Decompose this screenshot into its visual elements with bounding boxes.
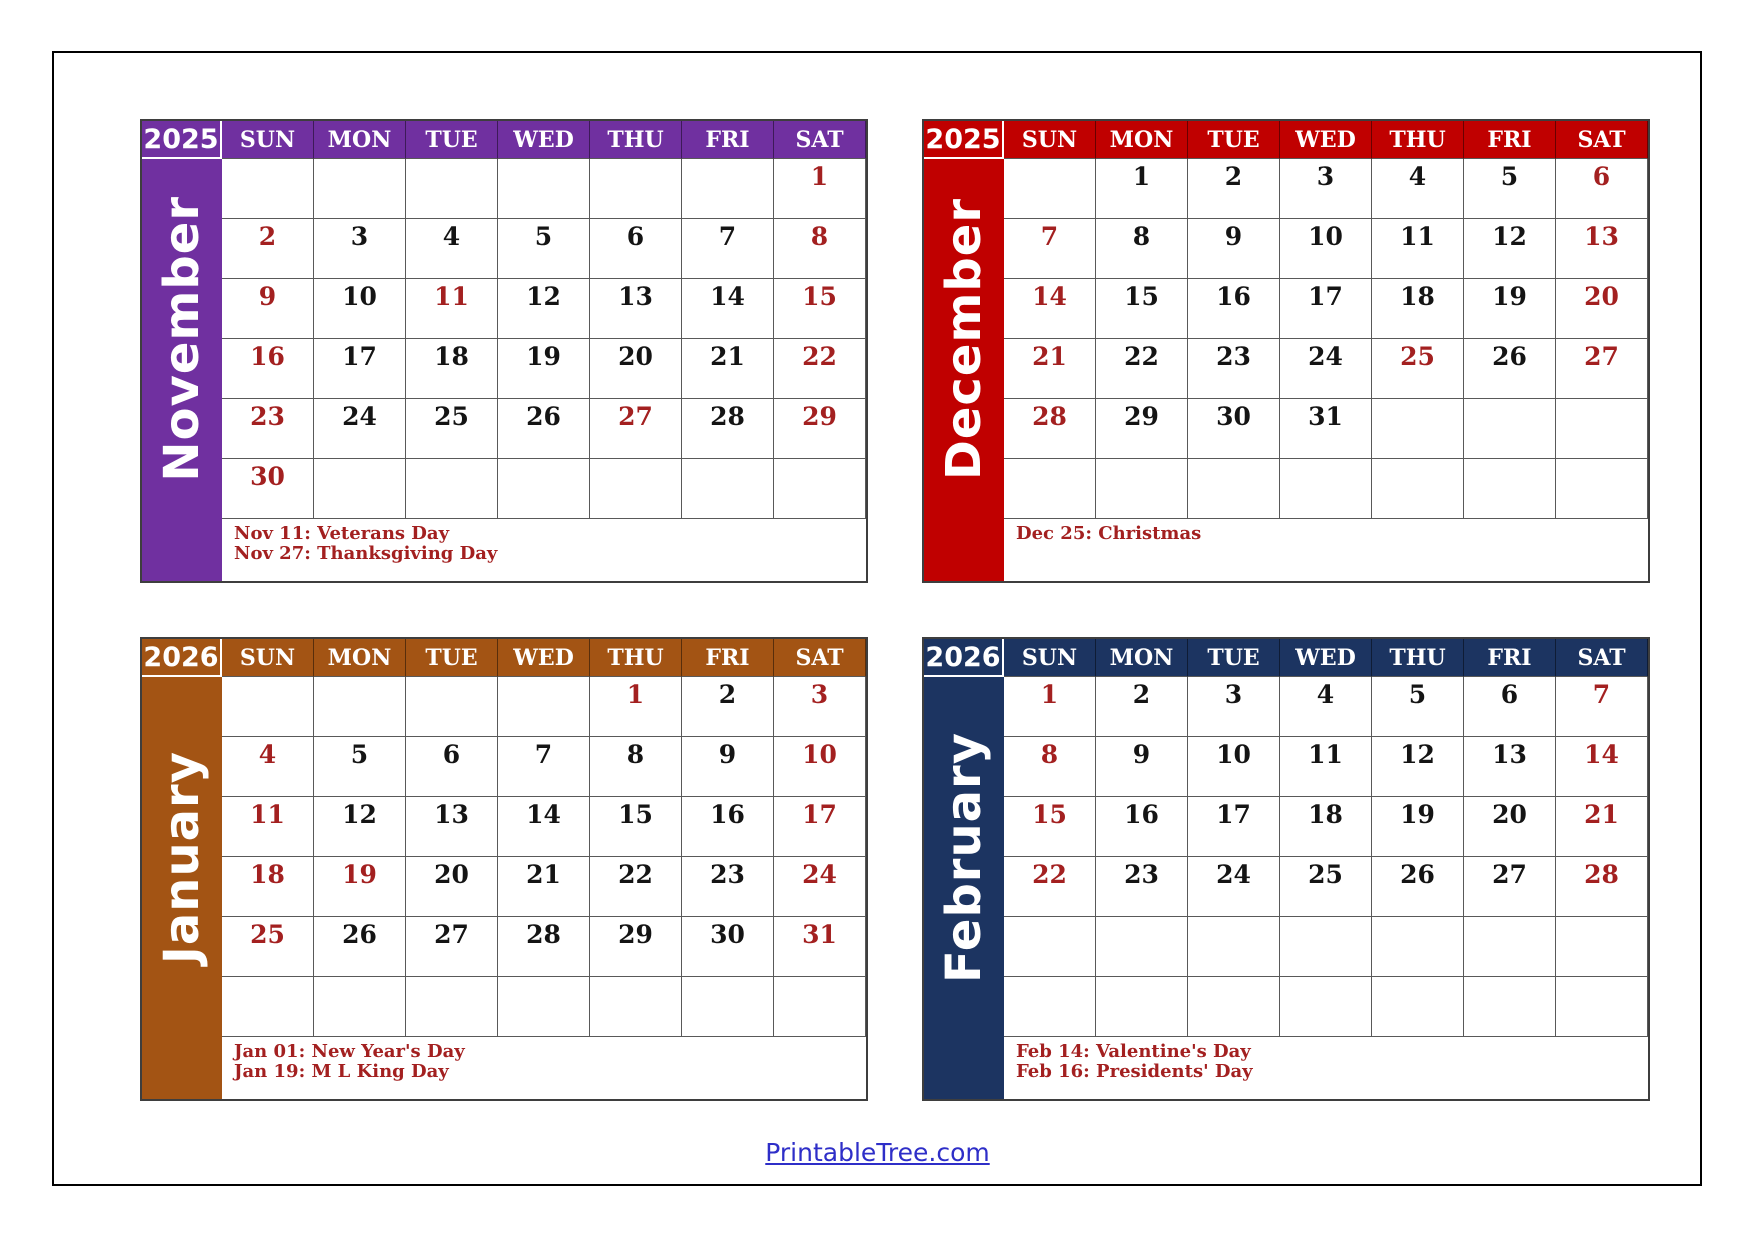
date-december-2025-15: 15: [1096, 279, 1188, 339]
date-february-2026-15: 15: [1004, 797, 1096, 857]
day-header-thu: THU: [1372, 121, 1464, 159]
date-february-2026-1: 1: [1004, 677, 1096, 737]
day-header-fri: FRI: [682, 639, 774, 677]
holiday-note: Nov 27: Thanksgiving Day: [234, 543, 498, 564]
date-january-2026-4: 4: [222, 737, 314, 797]
date-november-2025-8: 8: [774, 219, 866, 279]
date-february-2026-23: 23: [1096, 857, 1188, 917]
date-cell-empty: [1464, 917, 1556, 977]
holiday-note: Nov 11: Veterans Day: [234, 523, 450, 544]
date-cell-empty: [1280, 977, 1372, 1037]
year-label: 2026: [142, 639, 222, 677]
date-cell-empty: [1188, 917, 1280, 977]
date-cell-empty: [1280, 917, 1372, 977]
date-cell-empty: [1096, 917, 1188, 977]
date-january-2026-26: 26: [314, 917, 406, 977]
date-cell-empty: [406, 159, 498, 219]
date-november-2025-3: 3: [314, 219, 406, 279]
date-january-2026-30: 30: [682, 917, 774, 977]
day-header-thu: THU: [590, 639, 682, 677]
date-december-2025-3: 3: [1280, 159, 1372, 219]
date-january-2026-28: 28: [498, 917, 590, 977]
date-december-2025-12: 12: [1464, 219, 1556, 279]
date-november-2025-5: 5: [498, 219, 590, 279]
month-band: [142, 159, 222, 581]
date-cell-empty: [406, 977, 498, 1037]
date-cell-empty: [1004, 159, 1096, 219]
date-february-2026-11: 11: [1280, 737, 1372, 797]
date-cell-empty: [1004, 917, 1096, 977]
date-february-2026-26: 26: [1372, 857, 1464, 917]
year-label: 2025: [142, 121, 222, 159]
month-label: February: [936, 731, 992, 983]
date-cell-empty: [1372, 917, 1464, 977]
date-january-2026-13: 13: [406, 797, 498, 857]
date-february-2026-21: 21: [1556, 797, 1648, 857]
date-january-2026-12: 12: [314, 797, 406, 857]
date-november-2025-6: 6: [590, 219, 682, 279]
day-header-thu: THU: [1372, 639, 1464, 677]
day-header-sat: SAT: [1556, 639, 1648, 677]
date-december-2025-2: 2: [1188, 159, 1280, 219]
month-label: December: [936, 197, 992, 480]
date-cell-empty: [1556, 917, 1648, 977]
date-cell-empty: [222, 977, 314, 1037]
date-december-2025-18: 18: [1372, 279, 1464, 339]
date-cell-empty: [314, 459, 406, 519]
date-december-2025-28: 28: [1004, 399, 1096, 459]
date-january-2026-19: 19: [314, 857, 406, 917]
date-december-2025-13: 13: [1556, 219, 1648, 279]
date-november-2025-23: 23: [222, 399, 314, 459]
calendar-january-2026: [140, 637, 868, 1101]
date-december-2025-7: 7: [1004, 219, 1096, 279]
date-november-2025-19: 19: [498, 339, 590, 399]
date-december-2025-23: 23: [1188, 339, 1280, 399]
date-february-2026-27: 27: [1464, 857, 1556, 917]
holiday-notes: [1004, 519, 1648, 581]
date-november-2025-29: 29: [774, 399, 866, 459]
date-november-2025-1: 1: [774, 159, 866, 219]
date-cell-empty: [590, 459, 682, 519]
date-december-2025-8: 8: [1096, 219, 1188, 279]
day-header-fri: FRI: [1464, 639, 1556, 677]
date-cell-empty: [1096, 977, 1188, 1037]
day-header-sun: SUN: [222, 639, 314, 677]
day-header-tue: TUE: [1188, 121, 1280, 159]
date-cell-empty: [1188, 977, 1280, 1037]
day-header-wed: WED: [1280, 639, 1372, 677]
calendar-february-2026: [922, 637, 1650, 1101]
date-november-2025-17: 17: [314, 339, 406, 399]
date-february-2026-8: 8: [1004, 737, 1096, 797]
date-february-2026-3: 3: [1188, 677, 1280, 737]
date-december-2025-16: 16: [1188, 279, 1280, 339]
date-november-2025-20: 20: [590, 339, 682, 399]
date-november-2025-14: 14: [682, 279, 774, 339]
date-february-2026-22: 22: [1004, 857, 1096, 917]
date-november-2025-7: 7: [682, 219, 774, 279]
date-december-2025-5: 5: [1464, 159, 1556, 219]
date-february-2026-12: 12: [1372, 737, 1464, 797]
date-november-2025-22: 22: [774, 339, 866, 399]
date-cell-empty: [498, 459, 590, 519]
day-header-sun: SUN: [1004, 639, 1096, 677]
date-cell-empty: [1372, 399, 1464, 459]
day-header-tue: TUE: [406, 121, 498, 159]
date-cell-empty: [1280, 459, 1372, 519]
date-cell-empty: [1372, 459, 1464, 519]
date-cell-empty: [406, 459, 498, 519]
date-november-2025-12: 12: [498, 279, 590, 339]
date-december-2025-24: 24: [1280, 339, 1372, 399]
date-january-2026-1: 1: [590, 677, 682, 737]
day-header-wed: WED: [498, 639, 590, 677]
date-january-2026-27: 27: [406, 917, 498, 977]
date-november-2025-28: 28: [682, 399, 774, 459]
date-november-2025-16: 16: [222, 339, 314, 399]
day-header-mon: MON: [1096, 121, 1188, 159]
date-november-2025-24: 24: [314, 399, 406, 459]
date-cell-empty: [774, 977, 866, 1037]
day-header-sat: SAT: [774, 121, 866, 159]
day-header-mon: MON: [314, 639, 406, 677]
date-january-2026-29: 29: [590, 917, 682, 977]
date-cell-empty: [1556, 459, 1648, 519]
date-cell-empty: [222, 159, 314, 219]
date-january-2026-3: 3: [774, 677, 866, 737]
date-november-2025-4: 4: [406, 219, 498, 279]
date-november-2025-30: 30: [222, 459, 314, 519]
date-cell-empty: [498, 677, 590, 737]
date-cell-empty: [1556, 977, 1648, 1037]
day-header-sat: SAT: [774, 639, 866, 677]
date-january-2026-7: 7: [498, 737, 590, 797]
date-cell-empty: [682, 977, 774, 1037]
date-january-2026-6: 6: [406, 737, 498, 797]
day-header-sun: SUN: [1004, 121, 1096, 159]
date-cell-empty: [1096, 459, 1188, 519]
date-november-2025-26: 26: [498, 399, 590, 459]
date-february-2026-4: 4: [1280, 677, 1372, 737]
date-cell-empty: [314, 977, 406, 1037]
date-november-2025-10: 10: [314, 279, 406, 339]
date-january-2026-21: 21: [498, 857, 590, 917]
date-january-2026-14: 14: [498, 797, 590, 857]
date-cell-empty: [1372, 977, 1464, 1037]
date-cell-empty: [1004, 977, 1096, 1037]
holiday-note: Jan 01: New Year's Day: [234, 1041, 465, 1062]
date-cell-empty: [1464, 977, 1556, 1037]
date-january-2026-18: 18: [222, 857, 314, 917]
date-february-2026-17: 17: [1188, 797, 1280, 857]
month-band: [924, 159, 1004, 581]
date-cell-empty: [1188, 459, 1280, 519]
day-header-thu: THU: [590, 121, 682, 159]
holiday-note: Jan 19: M L King Day: [234, 1061, 449, 1082]
date-january-2026-17: 17: [774, 797, 866, 857]
date-cell-empty: [590, 977, 682, 1037]
date-february-2026-16: 16: [1096, 797, 1188, 857]
footer: [0, 1138, 1755, 1167]
date-february-2026-25: 25: [1280, 857, 1372, 917]
date-december-2025-9: 9: [1188, 219, 1280, 279]
date-january-2026-20: 20: [406, 857, 498, 917]
date-january-2026-31: 31: [774, 917, 866, 977]
date-cell-empty: [1464, 459, 1556, 519]
date-november-2025-13: 13: [590, 279, 682, 339]
date-january-2026-11: 11: [222, 797, 314, 857]
date-december-2025-30: 30: [1188, 399, 1280, 459]
date-february-2026-18: 18: [1280, 797, 1372, 857]
date-january-2026-22: 22: [590, 857, 682, 917]
date-january-2026-9: 9: [682, 737, 774, 797]
date-february-2026-9: 9: [1096, 737, 1188, 797]
date-february-2026-7: 7: [1556, 677, 1648, 737]
month-label: January: [154, 750, 210, 964]
date-february-2026-6: 6: [1464, 677, 1556, 737]
date-november-2025-18: 18: [406, 339, 498, 399]
date-december-2025-10: 10: [1280, 219, 1372, 279]
date-january-2026-15: 15: [590, 797, 682, 857]
holiday-notes: [1004, 1037, 1648, 1099]
month-label: November: [154, 196, 210, 482]
calendar-december-2025: [922, 119, 1650, 583]
date-december-2025-17: 17: [1280, 279, 1372, 339]
date-january-2026-23: 23: [682, 857, 774, 917]
day-header-fri: FRI: [682, 121, 774, 159]
date-december-2025-22: 22: [1096, 339, 1188, 399]
date-january-2026-5: 5: [314, 737, 406, 797]
calendar-november-2025: [140, 119, 868, 583]
date-february-2026-19: 19: [1372, 797, 1464, 857]
date-december-2025-26: 26: [1464, 339, 1556, 399]
date-february-2026-24: 24: [1188, 857, 1280, 917]
date-cell-empty: [1464, 399, 1556, 459]
date-november-2025-27: 27: [590, 399, 682, 459]
date-november-2025-15: 15: [774, 279, 866, 339]
year-label: 2025: [924, 121, 1004, 159]
date-cell-empty: [314, 677, 406, 737]
date-cell-empty: [1556, 399, 1648, 459]
date-december-2025-20: 20: [1556, 279, 1648, 339]
date-february-2026-5: 5: [1372, 677, 1464, 737]
date-december-2025-27: 27: [1556, 339, 1648, 399]
holiday-note: Dec 25: Christmas: [1016, 523, 1202, 544]
date-cell-empty: [682, 459, 774, 519]
date-december-2025-31: 31: [1280, 399, 1372, 459]
holiday-notes: [222, 1037, 866, 1099]
date-december-2025-6: 6: [1556, 159, 1648, 219]
date-february-2026-10: 10: [1188, 737, 1280, 797]
year-label: 2026: [924, 639, 1004, 677]
date-february-2026-20: 20: [1464, 797, 1556, 857]
day-header-sat: SAT: [1556, 121, 1648, 159]
day-header-mon: MON: [314, 121, 406, 159]
date-february-2026-2: 2: [1096, 677, 1188, 737]
date-december-2025-25: 25: [1372, 339, 1464, 399]
month-band: [142, 677, 222, 1099]
date-november-2025-9: 9: [222, 279, 314, 339]
day-header-sun: SUN: [222, 121, 314, 159]
holiday-note: Feb 14: Valentine's Day: [1016, 1041, 1251, 1062]
date-cell-empty: [774, 459, 866, 519]
date-november-2025-2: 2: [222, 219, 314, 279]
month-band: [924, 677, 1004, 1099]
date-february-2026-28: 28: [1556, 857, 1648, 917]
date-cell-empty: [498, 159, 590, 219]
date-december-2025-29: 29: [1096, 399, 1188, 459]
date-january-2026-8: 8: [590, 737, 682, 797]
date-december-2025-1: 1: [1096, 159, 1188, 219]
date-cell-empty: [222, 677, 314, 737]
date-december-2025-11: 11: [1372, 219, 1464, 279]
date-january-2026-25: 25: [222, 917, 314, 977]
day-header-wed: WED: [1280, 121, 1372, 159]
date-cell-empty: [1004, 459, 1096, 519]
day-header-tue: TUE: [1188, 639, 1280, 677]
date-cell-empty: [406, 677, 498, 737]
date-cell-empty: [682, 159, 774, 219]
day-header-wed: WED: [498, 121, 590, 159]
holiday-note: Feb 16: Presidents' Day: [1016, 1061, 1253, 1082]
date-january-2026-16: 16: [682, 797, 774, 857]
date-november-2025-11: 11: [406, 279, 498, 339]
day-header-fri: FRI: [1464, 121, 1556, 159]
date-december-2025-4: 4: [1372, 159, 1464, 219]
date-january-2026-2: 2: [682, 677, 774, 737]
holiday-notes: [222, 519, 866, 581]
date-cell-empty: [498, 977, 590, 1037]
date-cell-empty: [590, 159, 682, 219]
date-cell-empty: [314, 159, 406, 219]
day-header-mon: MON: [1096, 639, 1188, 677]
date-december-2025-21: 21: [1004, 339, 1096, 399]
date-january-2026-10: 10: [774, 737, 866, 797]
date-november-2025-25: 25: [406, 399, 498, 459]
date-january-2026-24: 24: [774, 857, 866, 917]
date-february-2026-13: 13: [1464, 737, 1556, 797]
date-november-2025-21: 21: [682, 339, 774, 399]
date-february-2026-14: 14: [1556, 737, 1648, 797]
footer-link[interactable]: PrintableTree.com: [765, 1138, 990, 1167]
day-header-tue: TUE: [406, 639, 498, 677]
date-december-2025-14: 14: [1004, 279, 1096, 339]
date-december-2025-19: 19: [1464, 279, 1556, 339]
